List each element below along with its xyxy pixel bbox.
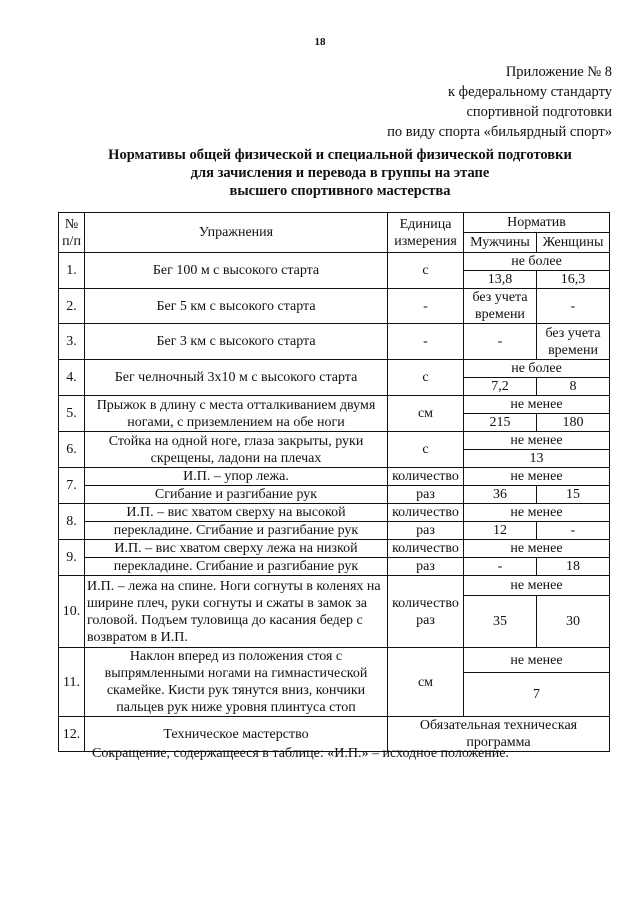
row-unit: количество раз [388, 576, 464, 648]
row-unit: с [388, 432, 464, 468]
row-women: 15 [537, 486, 610, 504]
row-condition: не менее [464, 432, 610, 450]
appendix-line: спортивной подготовки [466, 104, 612, 120]
norms-table [58, 212, 610, 752]
row-men: без учета времени [464, 289, 537, 324]
row-men: 12 [464, 522, 537, 540]
row-men: - [464, 558, 537, 576]
row-condition: не менее [464, 396, 610, 414]
row-men: 36 [464, 486, 537, 504]
row-exercise-line1: И.П. – вис хватом сверху лежа на низкой [85, 540, 388, 558]
row-condition: не менее [464, 540, 610, 558]
row-condition: не более [464, 360, 610, 378]
row-num: 5. [59, 396, 85, 432]
row-value: 13 [464, 450, 610, 468]
row-exercise-line2: перекладине. Сгибание и разгибание рук [85, 558, 388, 576]
row-exercise: Бег 3 км с высокого старта [85, 324, 388, 360]
row-women: - [537, 522, 610, 540]
row-num: 10. [59, 576, 85, 648]
row-women: 18 [537, 558, 610, 576]
row-condition: не более [464, 253, 610, 271]
row-men: 215 [464, 414, 537, 432]
row-exercise-line2: Сгибание и разгибание рук [85, 486, 388, 504]
row-unit-line1: количество [388, 504, 464, 522]
table-row [59, 576, 610, 596]
row-women: 180 [537, 414, 610, 432]
row-num: 6. [59, 432, 85, 468]
header-norm: Норматив [464, 213, 610, 233]
row-unit-line1: количество [388, 468, 464, 486]
row-value: 7 [464, 673, 610, 717]
row-num: 12. [59, 717, 85, 752]
footnote: Сокращение, содержащееся в таблице: «И.П.» – исходное положение. [92, 746, 509, 761]
row-num: 11. [59, 648, 85, 717]
title-line: для зачисления и перевода в группы на этапе [190, 165, 490, 181]
row-num: 1. [59, 253, 85, 289]
table-row [59, 504, 610, 522]
table-row [59, 360, 610, 378]
row-norm: Обязательная техническая программа [388, 717, 610, 752]
row-unit: см [388, 396, 464, 432]
header-unit: Единица измерения [388, 213, 464, 253]
row-condition: не менее [464, 576, 610, 596]
row-exercise: Наклон вперед из положения стоя с выпрямленными ногами на гимнастической скамейке. Кисти рук тянутся вниз, кончики пальцев рук ниже уровня плинтуса стоп [85, 648, 388, 717]
row-exercise: И.П. – лежа на спине. Ноги согнуты в коленях на ширине плеч, руки согнуты и сжаты в замок за головой. Подъем туловища до касания бедер с возвратом в И.П. [85, 576, 388, 648]
appendix-header [387, 62, 612, 142]
row-unit: - [388, 289, 464, 324]
table-row [59, 540, 610, 558]
row-men: 35 [464, 596, 537, 648]
table-row [59, 253, 610, 271]
row-exercise: Прыжок в длину с места отталкиванием двумя ногами, с приземлением на обе ноги [85, 396, 388, 432]
row-women: 30 [537, 596, 610, 648]
row-condition: не менее [464, 504, 610, 522]
row-num: 4. [59, 360, 85, 396]
table-row [59, 468, 610, 486]
row-condition: не менее [464, 468, 610, 486]
row-exercise: Стойка на одной ноге, глаза закрыты, руки скрещены, ладони на плечах [85, 432, 388, 468]
table-row [59, 432, 610, 450]
header-num: № п/п [59, 213, 85, 253]
row-unit-line2: раз [388, 522, 464, 540]
row-unit: с [388, 360, 464, 396]
appendix-line: по виду спорта «бильярдный спорт» [387, 124, 612, 140]
row-exercise-line2: перекладине. Сгибание и разгибание рук [85, 522, 388, 540]
row-unit: с [388, 253, 464, 289]
title-line: высшего спортивного мастерства [229, 183, 451, 199]
row-exercise: Бег 5 км с высокого старта [85, 289, 388, 324]
row-unit-line1: количество [388, 540, 464, 558]
page-number: 18 [314, 36, 326, 48]
row-condition: не менее [464, 648, 610, 673]
appendix-line: к федеральному стандарту [448, 84, 612, 100]
row-unit: - [388, 324, 464, 360]
row-women: 8 [537, 378, 610, 396]
table-row [59, 289, 610, 324]
row-exercise-line1: И.П. – упор лежа. [85, 468, 388, 486]
row-exercise: Бег челночный 3х10 м с высокого старта [85, 360, 388, 396]
row-women: без учета времени [537, 324, 610, 360]
row-unit-line2: раз [388, 486, 464, 504]
row-men: - [464, 324, 537, 360]
row-num: 8. [59, 504, 85, 540]
table-row [59, 324, 610, 360]
row-women: 16,3 [537, 271, 610, 289]
row-exercise-line1: И.П. – вис хватом сверху на высокой [85, 504, 388, 522]
row-women: - [537, 289, 610, 324]
document-title [60, 146, 620, 200]
row-unit-line2: раз [388, 558, 464, 576]
table-row [59, 396, 610, 414]
title-line: Нормативы общей физической и специальной физической подготовки [108, 147, 572, 163]
row-num: 3. [59, 324, 85, 360]
header-women: Женщины [537, 233, 610, 253]
row-num: 2. [59, 289, 85, 324]
appendix-line: Приложение № 8 [505, 64, 612, 80]
row-men: 13,8 [464, 271, 537, 289]
row-exercise: Бег 100 м с высокого старта [85, 253, 388, 289]
row-num: 7. [59, 468, 85, 504]
table-row [59, 648, 610, 673]
row-num: 9. [59, 540, 85, 576]
header-men: Мужчины [464, 233, 537, 253]
row-men: 7,2 [464, 378, 537, 396]
row-exercise: Техническое мастерство [85, 717, 388, 752]
row-unit: см [388, 648, 464, 717]
header-exercise: Упражнения [85, 213, 388, 253]
